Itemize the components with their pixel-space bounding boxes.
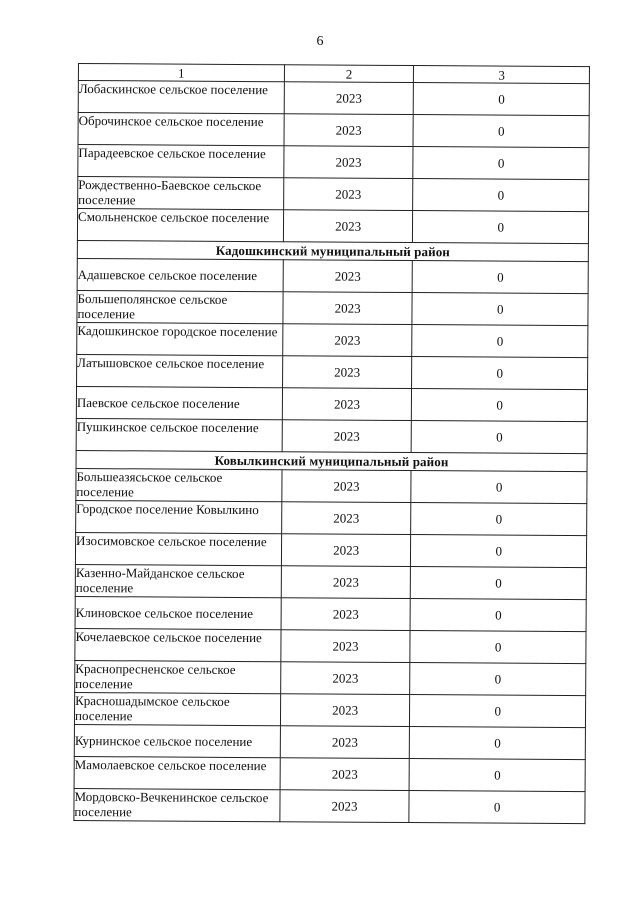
settlement-name-cell: Лобаскинское сельское поселение	[78, 81, 284, 114]
year-cell: 2023	[282, 356, 412, 389]
settlement-name-cell: Оброчинское сельское поселение	[78, 113, 284, 146]
table-row	[75, 532, 586, 567]
year-cell: 2023	[283, 260, 413, 293]
year-cell: 2023	[283, 178, 413, 211]
settlement-name-cell: Адашевское сельское поселение	[77, 258, 283, 291]
year-cell: 2023	[281, 566, 411, 599]
settlement-name-cell: Краснопресненское сельское поселение	[75, 660, 281, 693]
year-cell: 2023	[284, 114, 414, 147]
table-row	[78, 145, 589, 180]
value-cell: 0	[414, 83, 590, 116]
value-cell: 0	[413, 211, 589, 244]
year-cell: 2023	[282, 420, 412, 453]
table-row	[74, 756, 585, 791]
table-row	[75, 596, 586, 631]
settlement-name-cell: Изосимовское сельское поселение	[75, 532, 281, 565]
settlement-name-cell: Большеазясьское сельское поселение	[76, 468, 282, 501]
value-cell: 0	[409, 791, 585, 824]
table-row	[76, 468, 587, 503]
settlement-name-cell: Казенно-Майданское сельское поселение	[75, 564, 281, 597]
value-cell: 0	[410, 663, 586, 696]
value-cell: 0	[410, 727, 586, 760]
year-cell: 2023	[280, 694, 410, 727]
table-row	[78, 113, 589, 148]
settlement-name-cell: Мордовско-Вечкенинское сельское поселение	[74, 788, 280, 821]
year-cell: 2023	[284, 82, 414, 115]
year-cell: 2023	[281, 534, 411, 567]
column-header-2: 2	[284, 65, 414, 83]
year-cell: 2023	[280, 790, 410, 823]
value-cell: 0	[413, 115, 589, 148]
value-cell: 0	[410, 599, 586, 632]
settlement-name-cell: Паевское сельское поселение	[76, 386, 282, 419]
page-number: 6	[316, 34, 324, 49]
year-cell: 2023	[280, 726, 410, 759]
table-row	[75, 628, 586, 663]
table-row	[78, 81, 589, 116]
table-row	[76, 418, 587, 453]
year-cell: 2023	[283, 210, 413, 243]
table-row	[74, 692, 585, 727]
year-cell: 2023	[281, 598, 411, 631]
settlement-name-cell: Рождественно-Баевское сельское поселение	[78, 177, 284, 210]
value-cell: 0	[412, 389, 588, 422]
value-cell: 0	[411, 471, 587, 504]
table-row	[77, 322, 588, 357]
settlement-name-cell: Большеполянское сельское поселение	[77, 290, 283, 323]
value-cell: 0	[410, 759, 586, 792]
value-cell: 0	[412, 293, 588, 326]
settlement-name-cell: Кадошкинское городское поселение	[77, 322, 283, 355]
settlement-name-cell: Городское поселение Ковылкино	[76, 500, 282, 533]
table-row	[74, 724, 585, 759]
table-row	[75, 564, 586, 599]
district-title: Кадошкинский муниципальный район	[77, 240, 588, 261]
year-cell: 2023	[283, 292, 413, 325]
column-header-1: 1	[78, 64, 284, 82]
settlement-name-cell: Смольненское сельское поселение	[77, 209, 283, 242]
settlement-name-cell: Клиновское сельское поселение	[75, 596, 281, 629]
settlements-table	[73, 63, 590, 824]
table-row	[78, 177, 589, 212]
table-row	[75, 660, 586, 695]
settlement-name-cell: Латышовское сельское поселение	[77, 354, 283, 387]
value-cell: 0	[411, 535, 587, 568]
value-cell: 0	[412, 421, 588, 454]
table-row	[74, 788, 585, 823]
table-body	[74, 81, 590, 824]
table-row	[77, 354, 588, 389]
settlement-name-cell: Пушкинское сельское поселение	[76, 418, 282, 451]
table-row	[77, 290, 588, 325]
year-cell: 2023	[280, 662, 410, 695]
table-row	[77, 209, 588, 244]
year-cell: 2023	[282, 324, 412, 357]
settlement-name-cell: Мамолаевское сельское поселение	[74, 756, 280, 789]
table-row	[76, 500, 587, 535]
year-cell: 2023	[282, 470, 412, 503]
table-row	[77, 258, 588, 293]
settlement-name-cell: Парадеевское сельское поселение	[78, 145, 284, 178]
value-cell: 0	[411, 567, 587, 600]
district-title: Ковылкинский муниципальный район	[76, 450, 587, 471]
year-cell: 2023	[281, 630, 411, 663]
value-cell: 0	[413, 179, 589, 212]
column-header-3: 3	[414, 66, 590, 84]
year-cell: 2023	[281, 502, 411, 535]
settlement-name-cell: Курнинское сельское поселение	[74, 724, 280, 757]
settlement-name-cell: Кочелаевское сельское поселение	[75, 628, 281, 661]
value-cell: 0	[413, 261, 589, 294]
value-cell: 0	[410, 695, 586, 728]
value-cell: 0	[412, 357, 588, 390]
value-cell: 0	[412, 325, 588, 358]
value-cell: 0	[413, 147, 589, 180]
year-cell: 2023	[280, 758, 410, 791]
table-row	[76, 386, 587, 421]
value-cell: 0	[410, 631, 586, 664]
settlement-name-cell: Красношадымское сельское поселение	[74, 692, 280, 725]
year-cell: 2023	[282, 388, 412, 421]
value-cell: 0	[411, 503, 587, 536]
year-cell: 2023	[284, 146, 414, 179]
